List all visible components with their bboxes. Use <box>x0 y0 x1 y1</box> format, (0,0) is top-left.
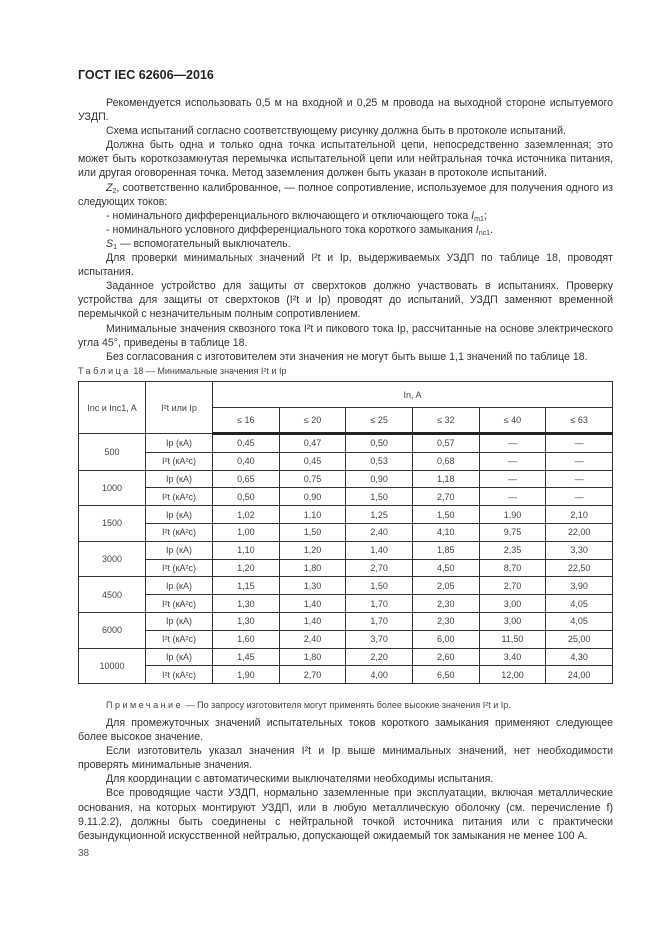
cell-value: 0,45 <box>213 434 280 453</box>
table-row <box>79 488 613 506</box>
cell-test-current: 500 <box>79 434 146 471</box>
cell-value: 6,00 <box>412 630 479 648</box>
cell-value: 3,00 <box>479 612 546 630</box>
cell-value: 22,00 <box>546 523 613 541</box>
table-caption: Таблица 18 — Минимальные значения I²t и Ip <box>78 366 287 376</box>
cell-value: 1,30 <box>213 595 280 613</box>
cell-value: — <box>479 488 546 506</box>
cell-value: — <box>546 452 613 470</box>
cell-quantity-label: Ip (кА) <box>146 470 213 488</box>
cell-value: 2,40 <box>279 630 346 648</box>
paragraph-z2: $Z_2$, соответственно калиброванное, — полное сопротивление, используемое для получения одного из следующих токов: <box>78 181 613 208</box>
cell-test-current: 1000 <box>79 470 146 506</box>
table-row <box>79 630 613 648</box>
table-row <box>79 595 613 613</box>
cell-value: 0,75 <box>279 470 346 488</box>
cell-value: 0,45 <box>279 452 346 470</box>
cell-value: 3,30 <box>546 541 613 559</box>
cell-value: 8,70 <box>479 559 546 577</box>
cell-quantity-label: I²t (кА²с) <box>146 452 213 470</box>
paragraph: Все проводящие части УЗДП, нормально заземленные при эксплуатации, включая металлические основания, на которых монтируют УЗДП, или в любую металлическую оболочку (см. перечисление f) 9.11.2.2), должны быть соединены с нейтральной точкой источника питания или с практически безындукционной искусственной нейтралью, допускающей ожидаемый ток замыкания не менее 100 А. <box>78 787 613 842</box>
cell-value: 1,80 <box>279 559 346 577</box>
cell-quantity-label: I²t (кА²с) <box>146 523 213 541</box>
cell-value: 0,50 <box>346 434 413 453</box>
cell-value: 1,30 <box>279 577 346 595</box>
header-col: ≤ 25 <box>346 408 413 434</box>
cell-quantity-label: I²t (кА²с) <box>146 559 213 577</box>
cell-quantity-label: I²t (кА²с) <box>146 488 213 506</box>
body-text-top <box>78 96 613 364</box>
cell-value: 1,10 <box>213 541 280 559</box>
cell-value: 2,20 <box>346 648 413 666</box>
page-number: 38 <box>78 848 90 859</box>
cell-value: 1,90 <box>213 666 280 684</box>
cell-value: 1,50 <box>279 523 346 541</box>
header-rated-current: In, A <box>213 382 613 408</box>
table-row <box>79 470 613 488</box>
cell-value: 25,00 <box>546 630 613 648</box>
cell-quantity-label: I²t (кА²с) <box>146 595 213 613</box>
cell-value: 3,40 <box>479 648 546 666</box>
table-row <box>79 452 613 470</box>
table-row <box>79 434 613 453</box>
header-col: ≤ 63 <box>546 408 613 434</box>
list-item: - номинального дифференциального включающего и отключающего тока $I_{m1}$; <box>106 209 487 223</box>
cell-value: 2,05 <box>412 577 479 595</box>
cell-value: 1,10 <box>279 506 346 524</box>
header-quantity: I²t или Ip <box>146 382 213 434</box>
cell-value: 0,40 <box>213 452 280 470</box>
cell-value: — <box>479 470 546 488</box>
cell-value: 24,00 <box>546 666 613 684</box>
cell-value: 1,20 <box>213 559 280 577</box>
cell-value: 0,53 <box>346 452 413 470</box>
cell-value: 1,90 <box>479 506 546 524</box>
cell-value: 0,65 <box>213 470 280 488</box>
paragraph: Минимальные значения сквозного тока I²t и пикового тока Ip, рассчитанные на основе электрического угла 45°, приведены в таблице 18. <box>78 322 613 349</box>
cell-value: 4,10 <box>412 523 479 541</box>
cell-value: 1,15 <box>213 577 280 595</box>
cell-value: 1,70 <box>346 595 413 613</box>
paragraph: Если изготовитель указал значения I²t и Ip выше минимальных значений, нет необходимости проверять минимальные значения. <box>78 745 613 772</box>
table-note: Примечание — По запросу изготовителя могут применять более высокие значения I²t и Ip. <box>106 700 511 710</box>
header-col: ≤ 32 <box>412 408 479 434</box>
cell-value: 4,50 <box>412 559 479 577</box>
cell-test-current: 10000 <box>79 648 146 684</box>
cell-value: 12,00 <box>479 666 546 684</box>
cell-value: 4,00 <box>346 666 413 684</box>
cell-quantity-label: I²t (кА²с) <box>146 630 213 648</box>
cell-value: 1,18 <box>412 470 479 488</box>
paragraph: Должна быть одна и только одна точка испытательной цепи, непосредственно заземленная; это может быть короткозамкнутая перемычка испытательной цепи или нейтральная точка источника питания, или другая оговоренная точка. Метод заземления должен быть указан в протоколе испытаний. <box>78 139 613 180</box>
cell-value: 6,50 <box>412 666 479 684</box>
cell-value: 1,40 <box>279 595 346 613</box>
table-row <box>79 541 613 559</box>
cell-value: 2,30 <box>412 612 479 630</box>
header-current: Inc и Inc1, A <box>79 382 146 434</box>
table-row <box>79 559 613 577</box>
cell-value: 4,30 <box>546 648 613 666</box>
cell-value: — <box>546 470 613 488</box>
cell-value: 1,70 <box>346 612 413 630</box>
cell-value: 1,30 <box>213 612 280 630</box>
cell-test-current: 1500 <box>79 506 146 542</box>
cell-value: 11,50 <box>479 630 546 648</box>
cell-quantity-label: I²t (кА²с) <box>146 666 213 684</box>
cell-value: 1,80 <box>279 648 346 666</box>
cell-value: 1,50 <box>412 506 479 524</box>
cell-value: 2,70 <box>279 666 346 684</box>
table-row <box>79 666 613 684</box>
cell-value: 2,30 <box>412 595 479 613</box>
cell-quantity-label: Ip (кА) <box>146 434 213 453</box>
table-row <box>79 577 613 595</box>
cell-value: 1,20 <box>279 541 346 559</box>
cell-value: — <box>479 452 546 470</box>
header-col: ≤ 40 <box>479 408 546 434</box>
cell-value: 3,90 <box>546 577 613 595</box>
cell-value: 1,02 <box>213 506 280 524</box>
paragraph: Заданное устройство для защиты от сверхтоков должно участвовать в испытаниях. Проверку устройства для защиты от сверхтоков (I²t и Ip) проводят до испытаний, УЗДП заменяют временной перемычкой с незначительным полным сопротивлением. <box>78 280 613 321</box>
header-col: ≤ 20 <box>279 408 346 434</box>
document-header: ГОСТ IEC 62606—2016 <box>78 68 214 82</box>
cell-value: 1,25 <box>346 506 413 524</box>
cell-value: 2,70 <box>346 559 413 577</box>
table-row <box>79 506 613 524</box>
cell-value: 3,70 <box>346 630 413 648</box>
cell-value: 0,57 <box>412 434 479 453</box>
cell-value: 22,50 <box>546 559 613 577</box>
cell-value: 4,05 <box>546 595 613 613</box>
cell-test-current: 3000 <box>79 541 146 577</box>
paragraph: Рекомендуется использовать 0,5 м на входной и 0,25 м провода на выходной стороне испытуемого УЗДП. <box>78 97 613 124</box>
cell-value: 1,85 <box>412 541 479 559</box>
cell-value: 1,40 <box>279 612 346 630</box>
cell-value: 2,10 <box>546 506 613 524</box>
cell-value: 1,45 <box>213 648 280 666</box>
table-row <box>79 648 613 666</box>
table-row <box>79 612 613 630</box>
cell-value: 1,50 <box>346 577 413 595</box>
header-col: ≤ 16 <box>213 408 280 434</box>
list-item: - номинального условного дифференциального тока короткого замыкания $I_{nc1}$. <box>106 223 493 237</box>
cell-quantity-label: Ip (кА) <box>146 506 213 524</box>
table-row <box>79 523 613 541</box>
cell-value: 4,05 <box>546 612 613 630</box>
cell-value: 0,68 <box>412 452 479 470</box>
cell-value: — <box>479 434 546 453</box>
cell-value: 0,90 <box>279 488 346 506</box>
cell-value: 0,50 <box>213 488 280 506</box>
cell-value: 1,60 <box>213 630 280 648</box>
cell-value: 1,00 <box>213 523 280 541</box>
paragraph: Для проверки минимальных значений I²t и Ip, выдерживаемых УЗДП по таблице 18, проводят испытания. <box>78 252 613 279</box>
paragraph: Схема испытаний согласно соответствующему рисунку должна быть в протоколе испытаний. <box>106 125 566 138</box>
cell-value: 1,50 <box>346 488 413 506</box>
cell-value: 2,70 <box>479 577 546 595</box>
cell-value: — <box>546 434 613 453</box>
cell-value: 2,70 <box>412 488 479 506</box>
body-text-bottom <box>78 716 613 843</box>
cell-quantity-label: Ip (кА) <box>146 648 213 666</box>
cell-value: 0,47 <box>279 434 346 453</box>
cell-quantity-label: Ip (кА) <box>146 577 213 595</box>
cell-test-current: 6000 <box>79 612 146 648</box>
paragraph: Без согласования с изготовителем эти значения не могут быть выше 1,1 значений по таблице 18. <box>106 350 588 363</box>
cell-test-current: 4500 <box>79 577 146 613</box>
cell-value: 2,40 <box>346 523 413 541</box>
cell-quantity-label: Ip (кА) <box>146 612 213 630</box>
cell-value: 2,60 <box>412 648 479 666</box>
cell-value: 2,35 <box>479 541 546 559</box>
cell-value: 3,00 <box>479 595 546 613</box>
cell-value: 0,90 <box>346 470 413 488</box>
cell-value: 1,40 <box>346 541 413 559</box>
paragraph: Для координации с автоматическими выключателями необходимы испытания. <box>106 773 494 786</box>
table-18 <box>78 381 613 684</box>
paragraph: Для промежуточных значений испытательных токов короткого замыкания применяют следующее более высокое значение. <box>78 717 613 744</box>
cell-quantity-label: Ip (кА) <box>146 541 213 559</box>
cell-value: 9,75 <box>479 523 546 541</box>
paragraph-s1: $S_1$ — вспомогательный выключатель. <box>106 237 291 251</box>
cell-value: — <box>546 488 613 506</box>
